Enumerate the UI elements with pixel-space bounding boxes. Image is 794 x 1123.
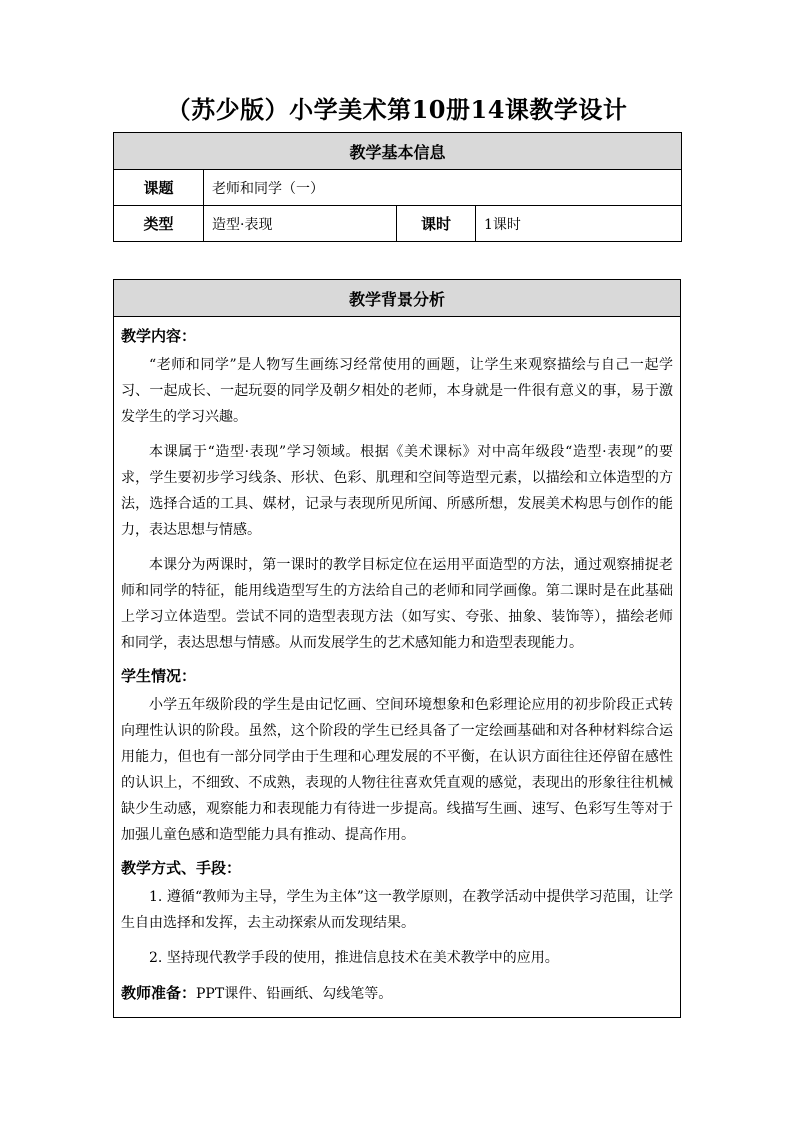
type-value: 造型·表现 bbox=[204, 206, 397, 242]
methods-item: 1. 遵循“教师为主导，学生为主体”这一教学原则，在教学活动中提供学习范围，让学生自由选择和发挥，去主动探索从而发现结果。 bbox=[121, 889, 673, 931]
content-paragraph: 本课属于“造型·表现”学习领域。根据《美术课标》对中高年级段“造型·表现”的要求，学生要初步学习线条、形状、色彩、肌理和空间等造型元素，以描绘和立体造型的方法，选择合适的工具、媒材，记录与表现所见所闻、所感所想，发展美术构思与创作的能力，表达思想与情感。 bbox=[121, 444, 673, 538]
students-paragraph: 小学五年级阶段的学生是由记忆画、空间环境想象和色彩理论应用的初步阶段正式转向理性认识的阶段。虽然，这个阶段的学生已经具备了一定绘画基础和对各种材料综合运用能力，但也有一部分同学由于生理和心理发展的不平衡，在认识方面往往还停留在感性的认识上，不细致、不成熟，表现的人物往往喜欢凭直观的感觉，表现出的形象往往机械缺少生动感，观察能力和表现能力有待进一步提高。线描写生画、速写、色彩写生等对于加强儿童色感和造型能力具有推动、提高作用。 bbox=[121, 697, 673, 843]
basic-info-table bbox=[113, 132, 682, 242]
hours-value: 1课时 bbox=[476, 206, 682, 242]
methods-heading: 教学方式、手段： bbox=[121, 859, 242, 877]
background-analysis-table bbox=[113, 279, 681, 1018]
content-paragraph: 本课分为两课时，第一课时的教学目标定位在运用平面造型的方法，通过观察捕捉老师和同学的特征，能用线造型写生的方法给自己的老师和同学画像。第二课时是在此基础上学习立体造型。尝试不同的造型表现方法（如写实、夸张、抽象、装饰等），描绘老师和同学，表达思想与情感。从而发展学生的艺术感知能力和造型表现能力。 bbox=[121, 557, 673, 651]
document-title: （苏少版）小学美术第10册14课教学设计 bbox=[166, 95, 628, 124]
background-header: 教学背景分析 bbox=[114, 280, 681, 317]
background-content bbox=[114, 317, 681, 1018]
prep-value: PPT课件、铅画纸、勾线笔等。 bbox=[196, 986, 393, 1002]
type-label: 类型 bbox=[114, 206, 204, 242]
methods-item: 2. 坚持现代教学手段的使用，推进信息技术在美术教学中的应用。 bbox=[149, 950, 559, 966]
basic-info-header: 教学基本信息 bbox=[114, 133, 682, 170]
hours-label: 课时 bbox=[397, 206, 476, 242]
prep-label: 教师准备： bbox=[121, 984, 197, 1002]
students-heading: 学生情况： bbox=[121, 667, 197, 685]
content-paragraph: “老师和同学”是人物写生画练习经常使用的画题，让学生来观察描绘与自己一起学习、一起成长、一起玩耍的同学及朝夕相处的老师，本身就是一件很有意义的事，易于激发学生的学习兴趣。 bbox=[121, 357, 673, 425]
topic-value: 老师和同学（一） bbox=[204, 170, 682, 206]
topic-label: 课题 bbox=[114, 170, 204, 206]
teacher-prep bbox=[121, 980, 673, 1007]
content-heading: 教学内容： bbox=[121, 327, 197, 345]
